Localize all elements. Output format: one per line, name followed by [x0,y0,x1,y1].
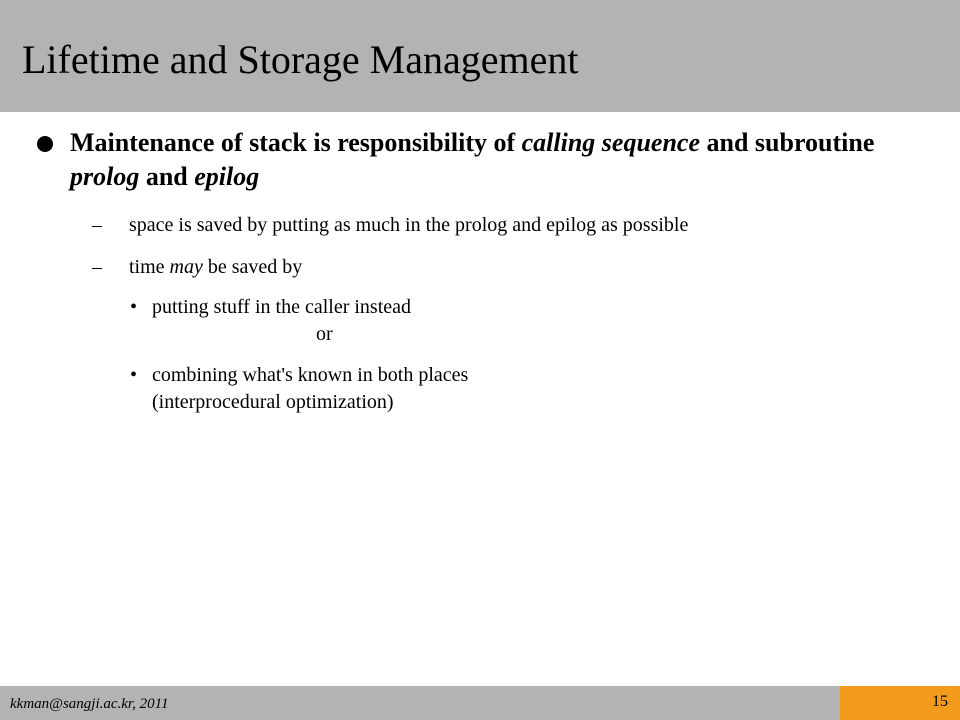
dash-icon: – [92,256,102,278]
sub-item-time-italic: may [169,256,203,278]
sub-item-time-pre: time [129,256,170,278]
small-bullet-icon: • [130,364,138,386]
main-bullet-part-6: epilog [194,162,260,191]
sub-item-time-post: be saved by [202,256,303,278]
page-number: 15 [932,693,948,710]
main-bullet-part-4: prolog [70,162,140,191]
main-bullet-text [70,126,930,194]
main-bullet-part-2: calling sequence [521,128,701,157]
page-number-box [840,686,960,720]
sub-sub-item-combine-line-1: combining what's known in both places [152,364,469,386]
dash-icon: – [92,214,102,236]
footer-bar [0,686,840,720]
footer-author: kkman@sangji.ac.kr, 2011 [10,696,169,712]
small-bullet-icon: • [130,296,138,318]
main-bullet-part-1: Maintenance of stack is responsibility of [70,128,522,157]
main-bullet-part-5: and [139,162,195,191]
sub-sub-item-combine-line-2: (interprocedural optimization) [152,391,394,413]
sub-sub-item-caller: putting stuff in the caller instead [152,296,412,318]
bullet-dot-icon [37,136,53,152]
sub-item-space: space is saved by putting as much in the prolog and epilog as possible [129,214,689,236]
sub-item-time [129,254,302,280]
slide-title: Lifetime and Storage Management [22,37,579,82]
or-text: or [316,323,333,345]
main-bullet-part-3: and subroutine [700,128,875,157]
